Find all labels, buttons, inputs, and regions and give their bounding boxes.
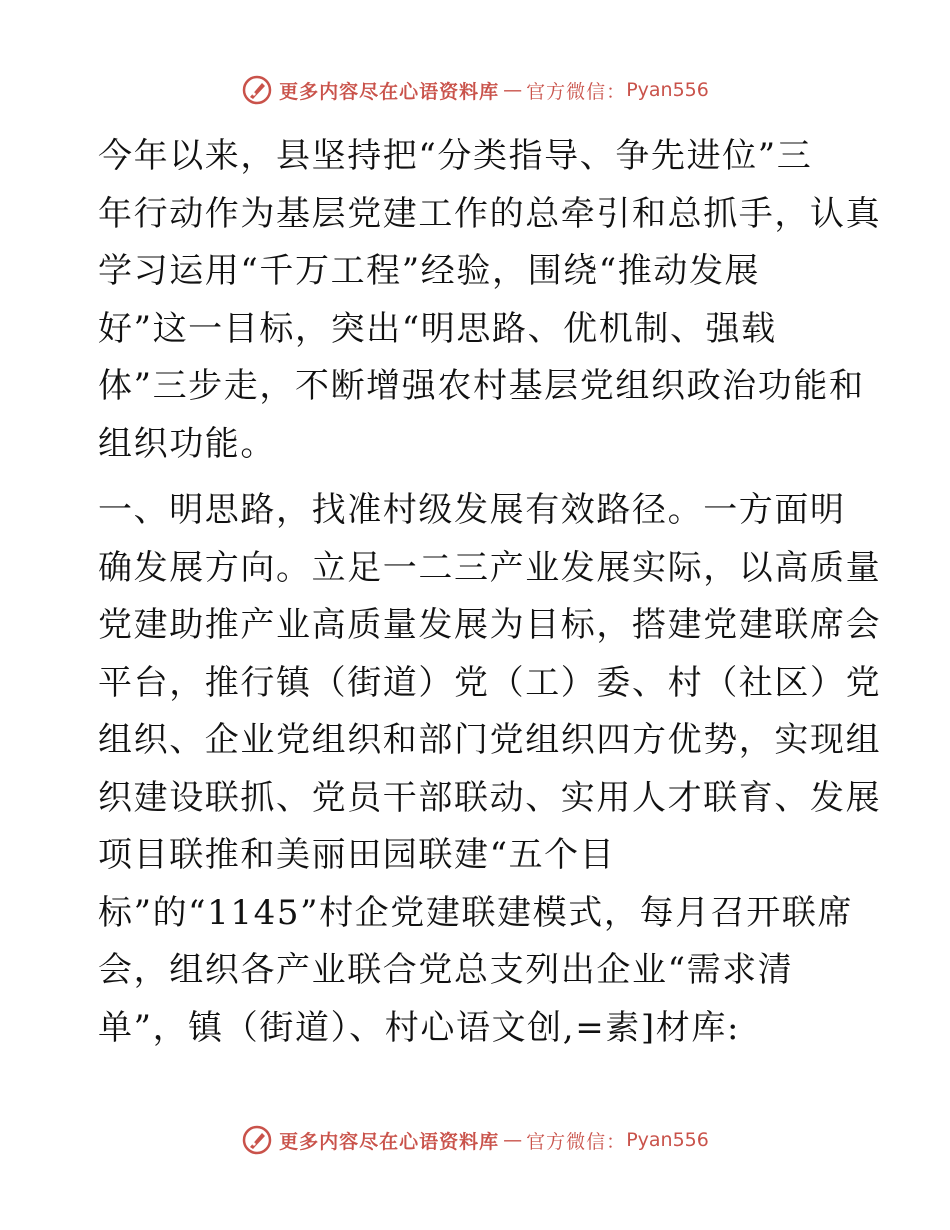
text-line: 标”的“1145”村企党建联建模式，每月召开联席 (98, 892, 854, 933)
banner-separator: — (503, 79, 523, 101)
banner-site-text: 更多内容尽在心语资料库 (279, 80, 500, 103)
text-line: 体”三步走，不断增强农村基层党组织政治功能和 (98, 366, 865, 406)
text-line: 组织功能。 (98, 423, 276, 464)
text-line: 会，组织各产业联合党总支列出企业“需求清 (98, 950, 794, 990)
banner-wechat-label: 官方微信： (526, 1130, 627, 1153)
banner-site-text: 更多内容尽在心语资料库 (279, 1130, 500, 1153)
text-line: 织建设联抓、党员干部联动、实用人才联育、发展 (98, 777, 882, 818)
text-line: 学习运用“千万工程”经验，围绕“推动发展 (98, 251, 761, 291)
text-line: 一、明思路，找准村级发展有效路径。一方面明 (98, 490, 846, 530)
text-line: 今年以来，县坚持把“分类指导、争先进位”三 (98, 136, 813, 176)
paragraph-section-one (98, 482, 882, 1057)
text-line: 确发展方向。立足一二三产业发展实际，以高质量 (98, 547, 882, 588)
banner-wechat-id: Pyan556 (626, 79, 709, 101)
banner-wechat-label: 官方微信： (526, 80, 627, 103)
footer-watermark-banner (0, 1120, 950, 1160)
pen-nib-icon (241, 74, 273, 106)
text-line: 党建助推产业高质量发展为目标，搭建党建联席会 (98, 605, 882, 645)
text-line: 好”这一目标，突出“明思路、优机制、强载 (98, 308, 777, 349)
banner-separator: — (503, 1129, 523, 1151)
text-line: 平台，推行镇（街道）党（工）委、村（社区）党 (98, 662, 882, 703)
text-line: 单”，镇（街道）、村心语文创,=素]材库: (98, 1007, 740, 1048)
header-watermark-banner (0, 70, 950, 110)
document-body (98, 128, 882, 1057)
text-line: 年行动作为基层党建工作的总牵引和总抓手，认真 (98, 193, 882, 234)
text-line: 项目联推和美丽田园联建“五个目 (98, 835, 616, 875)
paragraph-intro (98, 128, 882, 473)
text-line: 组织、企业党组织和部门党组织四方优势，实现组 (98, 720, 882, 760)
pen-nib-icon (241, 1124, 273, 1156)
banner-wechat-id: Pyan556 (626, 1129, 709, 1151)
